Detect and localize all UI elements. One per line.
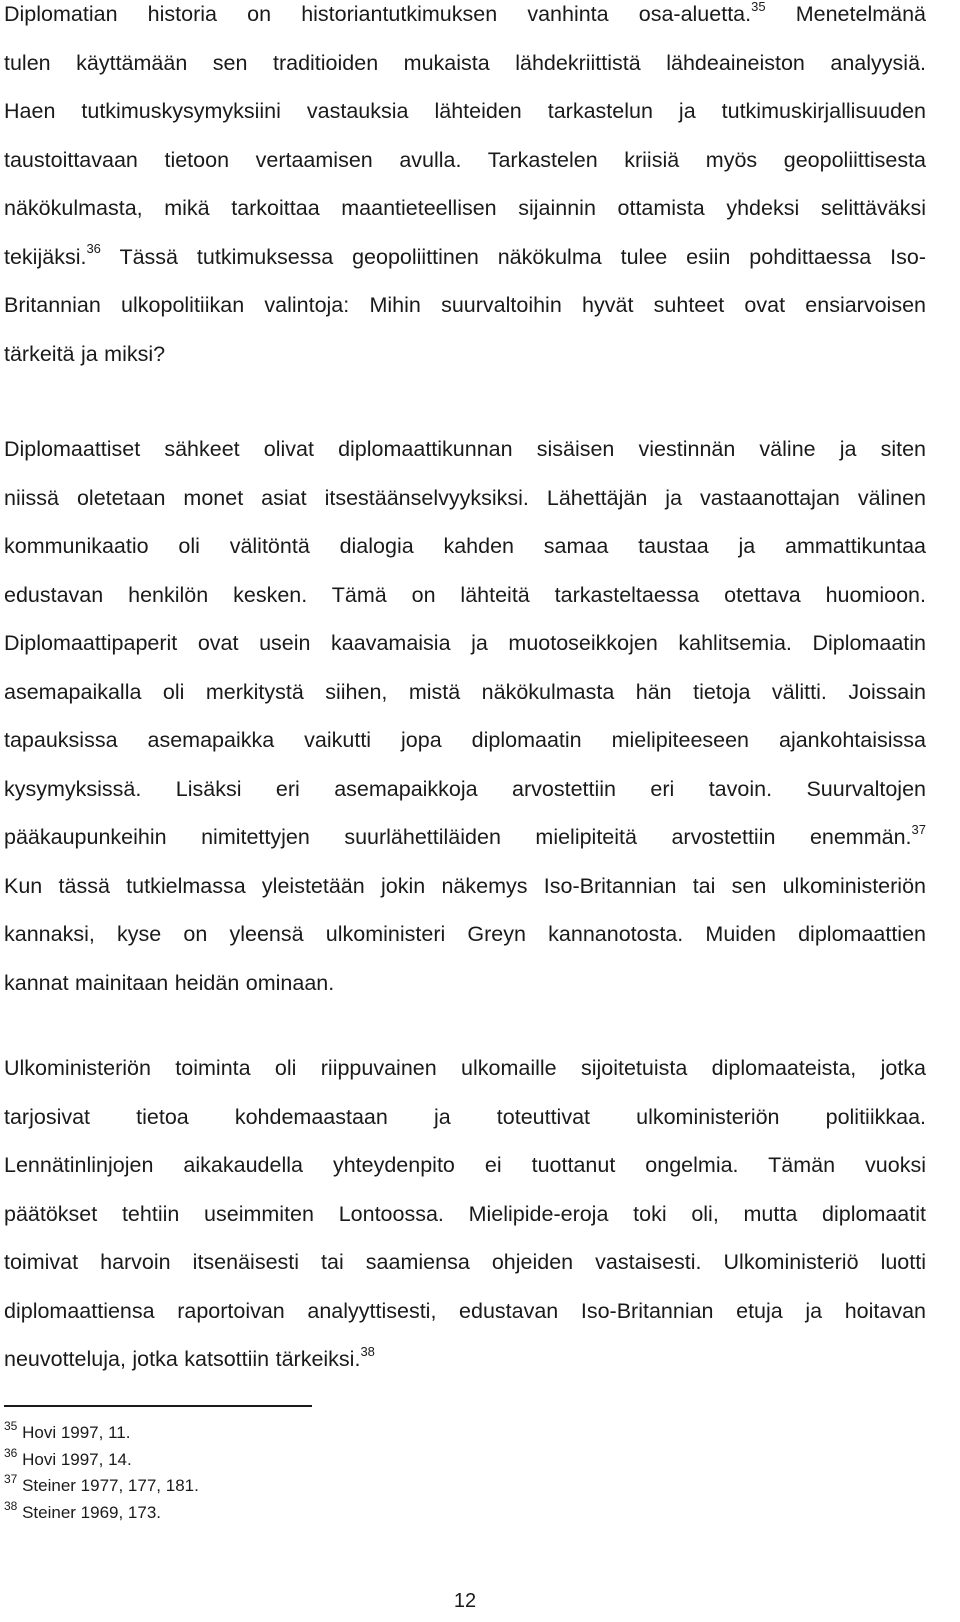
footnote [4,1500,199,1527]
footnote-number: 38 [4,1498,18,1513]
footnote-ref: 38 [360,1343,375,1359]
text-line: Britannian ulkopolitiikan valintoja: Mihin suurvaltoihin hyvät suhteet ovat ensiarvoisen [4,293,926,317]
text-line: toimivat harvoin itsenäisesti tai saamiensa ohjeiden vastaisesti. Ulkoministeriö luotti [4,1250,926,1274]
footnotes [4,1420,199,1526]
text-line: neuvotteluja, jotka katsottiin tärkeiksi.$^{38}$ [4,1343,375,1371]
text-line: Kun tässä tutkielmassa yleistetään jokin näkemys Iso-Britannian tai sen ulkoministeriön [4,873,926,898]
page-number: 12 [453,1590,477,1612]
text-line: kysymyksissä. Lisäksi eri asemapaikkoja arvostettiin eri tavoin. Suurvaltojen [4,776,926,801]
footnote-text: Steiner 1969, 173. [17,1502,162,1522]
text-line: kannaksi, kyse on yleensä ulkoministeri Greyn kannanotosta. Muiden diplomaattien [4,922,926,946]
footnote-text: Hovi 1997, 11. [17,1423,131,1442]
footnote-text: Hovi 1997, 14. [17,1449,132,1469]
text-line: tekijäksi.$^{36}$ Tässä tutkimuksessa geopoliittinen näkökulma tulee esiin pohdittaessa Iso- [4,241,926,269]
text-line: kannat mainitaan heidän ominaan. [4,970,335,995]
text-line: tulen käyttämään sen traditioiden mukaista lähdekriittistä lähdeaineiston analyysiä. [4,50,926,75]
footnote-separator [4,1405,312,1407]
paragraph-1 [4,0,926,378]
text-line: päätökset tehtiin useimmiten Lontoossa. Mielipide-eroja toki oli, mutta diplomaatit [4,1201,926,1226]
text-line: Haen tutkimuskysymyksiini vastauksia lähteiden tarkastelun ja tutkimuskirjallisuuden [4,99,926,123]
text-line: Lennätinlinjojen aikakaudella yhteydenpito ei tuottanut ongelmia. Tämän vuoksi [4,1153,926,1177]
text-line: pääkaupunkeihin nimitettyjen suurlähettiläiden mielipiteitä arvostettiin enemmän.$^{37}$ [4,821,926,849]
footnote [4,1447,199,1474]
text-line: diplomaattiensa raportoivan analyyttisesti, edustavan Iso-Britannian etuja ja hoitavan [4,1298,926,1323]
footnote-ref: 37 [911,821,926,837]
paragraph-2 [4,425,926,1007]
text-line: tärkeitä ja miksi? [4,341,166,366]
text-line: Diplomaattipaperit ovat usein kaavamaisia ja muotoseikkojen kahlitsemia. Diplomaatin [4,631,926,655]
text-line: kommunikaatio oli välitöntä dialogia kahden samaa taustaa ja ammattikuntaa [4,534,926,558]
text-line: asemapaikalla oli merkitystä siihen, mistä näkökulmasta hän tietoja välitti. Joissain [4,679,926,704]
text-line: Ulkoministeriön toiminta oli riippuvainen ulkomaille sijoitetuista diplomaateista, jotka [4,1056,926,1080]
text-line: näkökulmasta, mikä tarkoittaa maantieteellisen sijainnin ottamista yhdeksi selittäväksi [4,196,926,220]
footnote [4,1473,199,1500]
text-line: niissä oletetaan monet asiat itsestäänselvyyksiksi. Lähettäjän ja vastaanottajan välinen [4,485,926,510]
text-line: tarjosivat tietoa kohdemaastaan ja toteuttivat ulkoministeriön politiikkaa. [4,1104,926,1129]
text-line: Diplomatian historia on historiantutkimuksen vanhinta osa-aluetta.$^{35}$ Menetelmänä [4,0,926,26]
text-line: tapauksissa asemapaikka vaikutti jopa diplomaatin mielipiteeseen ajankohtaisissa [4,728,926,752]
footnote-text: Steiner 1977, 177, 181. [17,1476,199,1495]
paragraph-3 [4,1044,926,1384]
footnote-ref: 36 [86,241,101,257]
text-line: taustoittavaan tietoon vertaamisen avulla. Tarkastelen kriisiä myös geopoliittisesta [4,147,926,172]
footnote-ref: 35 [751,0,766,14]
text-line: edustavan henkilön kesken. Tämä on lähteitä tarkasteltaessa otettava huomioon. [4,582,926,607]
text-line: Diplomaattiset sähkeet olivat diplomaattikunnan sisäisen viestinnän väline ja siten [4,437,926,461]
footnote-number: 36 [4,1445,18,1460]
footnote-number: 35 [4,1419,18,1434]
footnote-number: 37 [4,1472,18,1487]
footnote [4,1420,199,1447]
